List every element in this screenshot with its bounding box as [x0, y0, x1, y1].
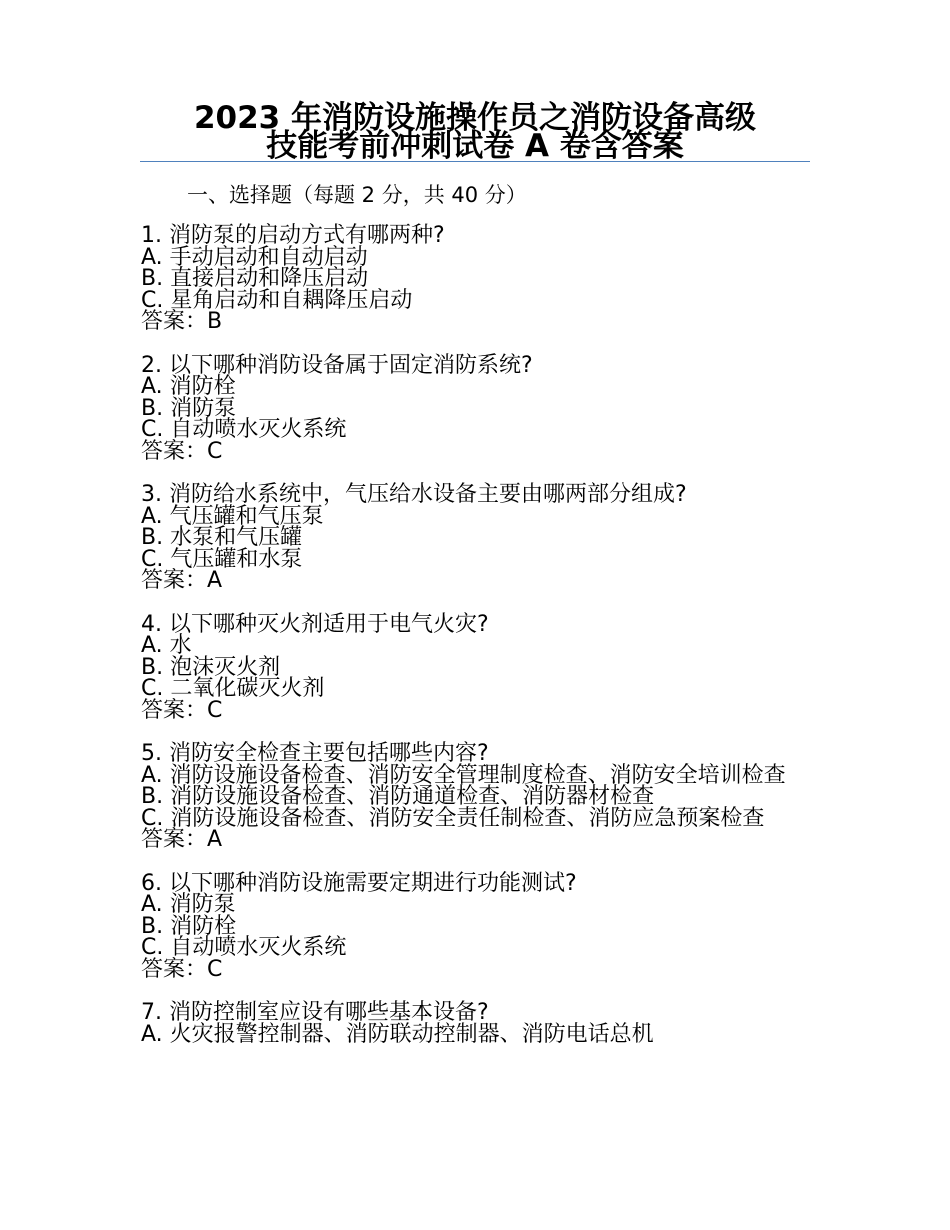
option: A. 手动启动和自动启动: [141, 244, 368, 270]
section-heading: 一、选择题（每题 2 分，共 40 分）: [187, 183, 527, 207]
title-line-2: 技能考前冲刺试卷 A 卷含答案: [266, 128, 684, 164]
option: C. 自动喷水灭火系统: [141, 935, 347, 960]
option: A. 消防设施设备检查、消防安全管理制度检查、消防安全培训检查: [141, 762, 786, 788]
option: C. 消防设施设备检查、消防安全责任制检查、消防应急预案检查: [141, 805, 765, 831]
option: A. 消防栓: [141, 374, 236, 399]
question-item: [141, 225, 801, 333]
option: B. 泡沫灭火剂: [141, 654, 281, 680]
option: A. 消防泵: [141, 892, 236, 917]
option: A. 气压罐和气压泵: [141, 503, 324, 529]
question-text: 7. 消防控制室应设有哪些基本设备?: [141, 1000, 489, 1025]
question-text: 2. 以下哪种消防设备属于固定消防系统?: [141, 352, 533, 378]
option: A. 水: [141, 633, 192, 658]
answer: 答案：C: [141, 697, 223, 723]
question-text: 6. 以下哪种消防设施需要定期进行功能测试?: [141, 870, 577, 896]
option: C. 自动喷水灭火系统: [141, 417, 347, 442]
document-title: [140, 100, 810, 164]
question-item: [141, 743, 801, 851]
option: B. 水泵和气压罐: [141, 525, 303, 550]
title-line-1: 2023 年消防设施操作员之消防设备高级: [193, 100, 757, 136]
question-text: 3. 消防给水系统中，气压给水设备主要由哪两部分组成?: [141, 482, 687, 507]
question-list: [141, 225, 801, 1067]
answer: 答案：C: [141, 438, 223, 464]
answer: 答案：B: [141, 309, 223, 334]
option: B. 消防泵: [141, 395, 237, 421]
question-text: 4. 以下哪种灭火剂适用于电气火灾?: [141, 611, 489, 637]
question-item: [141, 870, 801, 982]
title-underline: [140, 161, 810, 162]
option: C. 气压罐和水泵: [141, 546, 303, 572]
answer: 答案：C: [141, 956, 223, 982]
question-text: 5. 消防安全检查主要包括哪些内容?: [141, 741, 489, 766]
option: C. 二氧化碳灭火剂: [141, 676, 325, 701]
option: B. 消防栓: [141, 913, 237, 939]
option: A. 火灾报警控制器、消防联动控制器、消防电话总机: [141, 1021, 654, 1047]
question-item: [141, 1002, 801, 1045]
answer: 答案：A: [141, 568, 223, 593]
question-item: [141, 484, 801, 592]
question-item: [141, 611, 801, 723]
question-text: 1. 消防泵的启动方式有哪两种?: [141, 223, 445, 248]
option: B. 直接启动和降压启动: [141, 266, 369, 291]
option: B. 消防设施设备检查、消防通道检查、消防器材检查: [141, 784, 655, 809]
answer: 答案：A: [141, 827, 223, 852]
question-item: [141, 352, 801, 464]
option: C. 星角启动和自耦降压启动: [141, 287, 413, 313]
